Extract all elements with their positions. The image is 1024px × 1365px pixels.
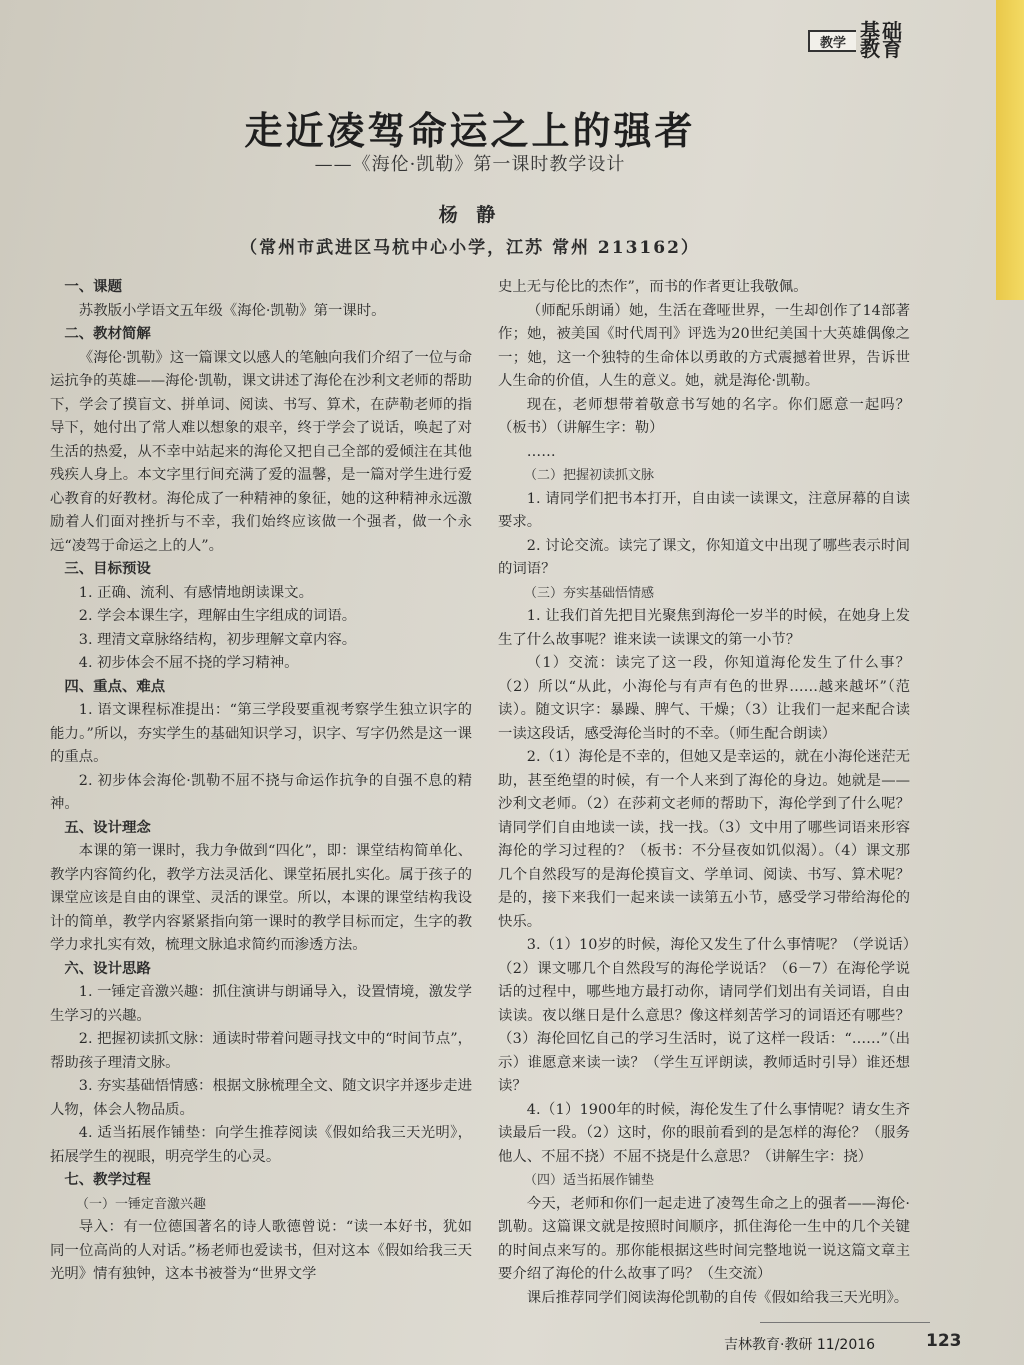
paragraph: 2.（1）海伦是不幸的，但她又是幸运的，就在小海伦迷茫无助，甚至绝望的时候，有一个人来到了海伦的身边。她就是——沙利文老师。（2）在莎莉文老师的帮助下，海伦学到了什么呢？请同学们自由地读一读，找一找。（3）文中用了哪些词语来形容海伦的学习过程的？（板书：不分昼夜如饥似渴）。（4）课文那几个自然段写的是海伦摸盲文、学单词、阅读、书写、算术呢？是的，接下来我们一起来读一读第五小节，感受学习带给海伦的快乐。 (498, 749, 910, 930)
section-label: 教学 (808, 30, 856, 52)
section-heading: 二、教材简解 (64, 326, 151, 342)
paragraph: 1. 请同学们把书本打开，自由读一读课文，注意屏幕的自读要求。 (498, 490, 910, 530)
section-heading: 四、重点、难点 (64, 678, 166, 695)
paragraph: 3.（1）10岁的时候，海伦又发生了什么事情呢？（学说话）（2）课文哪几个自然段写的海伦学说话？（6－7）在海伦学说话的过程中，哪些地方最打动你，请同学们划出有关词语，自由读读。夜以继日是什么意思？像这样刻苦学习的词语还有哪些？（3）海伦回忆自己的学习生活时，说了这样一段话：“……”（出示）谁愿意来读一读？（学生互评朗读，教师适时引导）谁还想读？ (498, 937, 910, 1094)
subsection-heading: （四）适当拓展作铺垫 (524, 1173, 655, 1188)
paragraph: 1. 语文课程标准提出：“第三学段要重视考察学生独立识字的能力。”所以，夯实学生的基础知识学习，识字、写字仍然是这一课的重点。 (50, 702, 472, 765)
paragraph: 苏教版小学语文五年级《海伦·凯勒》第一课时。 (78, 302, 386, 319)
right-column (498, 276, 910, 1310)
paragraph: 本课的第一课时，我力争做到“四化”，即：课堂结构简单化、教学内容简约化，教学方法灵活化、课堂拓展扎实化。属于孩子的课堂应该是自由的课堂、灵活的课堂。所以，本课的课堂结构我设计的简单，教学内容紧紧指向第一课时的教学目标而定，生字的教学力求扎实有效，梳理文脉追求简约而渗透方法。 (50, 843, 472, 953)
column-name-line2: 教育 (860, 37, 905, 61)
paragraph: 1. 一锤定音激兴趣：抓住演讲与朗诵导入，设置情境，激发学生学习的兴趣。 (50, 984, 472, 1024)
paragraph: …… (526, 443, 556, 460)
paragraph: 《海伦·凯勒》这一篇课文以感人的笔触向我们介绍了一位与命运抗争的英雄——海伦·凯勒，课文讲述了海伦在沙利文老师的帮助下，学会了摸盲文、拼单词、阅读、书写、算术，在萨勒老师的指导下，她付出了常人难以想象的艰辛，终于学会了说话，唤起了对生活的热爱，从不幸中站起来的海伦又把自己全部的爱倾注在其他残疾人身上。本文字里行间充满了爱的温馨，是一篇对学生进行爱心教育的好教材。海伦成了一种精神的象征，她的这种精神永远激励着人们面对挫折与不幸，我们始终应该做一个强者，做一个永远“凌驾于命运之上的人”。 (50, 349, 472, 554)
page-number: 123 (926, 1331, 962, 1351)
paragraph: （1）交流：读完了这一段，你知道海伦发生了什么事？（2）所以“从此，小海伦与有声有色的世界……越来越坏”（范读）。随文识字：暴躁、脾气、干燥；（3）让我们一起来配合读一读这段话，感受海伦当时的不幸。（师生配合朗读） (498, 655, 910, 742)
paragraph: 2. 学会本课生字，理解由生字组成的词语。 (78, 608, 357, 624)
subsection-heading: （二）把握初读抓文脉 (524, 468, 655, 483)
paragraph: 4. 适当拓展作铺垫：向学生推荐阅读《假如给我三天光明》，拓展学生的视眼，明亮学生的心灵。 (50, 1125, 472, 1165)
section-heading: 七、教学过程 (64, 1172, 151, 1188)
section-header (808, 19, 928, 61)
paragraph: 4.（1）1900年的时候，海伦发生了什么事情呢？请女生齐读最后一段。（2）这时，你的眼前看到的是怎样的海伦？（服务他人、不屈不挠）不屈不挠是什么意思？（讲解生字：挠） (498, 1101, 910, 1165)
page-edge-decoration (996, 0, 1024, 300)
column-name-line1: 基础 (860, 19, 905, 43)
subsection-heading: （三）夯实基础悟情感 (524, 585, 655, 601)
author-name: 杨 静 (438, 204, 502, 226)
paragraph: 2. 讨论交流。读完了课文，你知道文中出现了哪些表示时间的词语？ (498, 537, 910, 577)
paragraph: 4. 初步体会不屈不挠的学习精神。 (78, 655, 299, 671)
paragraph: 今天，老师和你们一起走进了凌驾生命之上的强者——海伦·凯勒。这篇课文就是按照时间顺序，抓住海伦一生中的几个关键的时间点来写的。那你能根据这些时间完整地说一说这篇文章主要介绍了海伦的什么故事了吗？（生交流） (498, 1195, 910, 1282)
paragraph: 导入：有一位德国著名的诗人歌德曾说：“读一本好书，犹如同一位高尚的人对话。”杨老师也爱读书，但对这本《假如给我三天光明》情有独钟，这本书被誉为“世界文学 (50, 1219, 472, 1282)
paragraph: 现在，老师想带着敬意书写她的名字。你们愿意一起吗？（板书）（讲解生字：勒） (498, 396, 910, 436)
journal-footer: 吉林教育·教研 11/2016 (724, 1337, 876, 1353)
paragraph: 2. 初步体会海伦·凯勒不屈不挠与命运作抗争的自强不息的精神。 (50, 772, 472, 812)
column-name (856, 19, 905, 61)
author-affiliation: （常州市武进区马杭中心小学，江苏 常州 213162） (240, 238, 700, 258)
section-heading: 六、设计思路 (64, 960, 151, 977)
footer-divider (760, 1322, 930, 1323)
paragraph: 1. 正确、流利、有感情地朗读课文。 (78, 584, 313, 601)
left-column (50, 276, 472, 1287)
paragraph: 课后推荐同学们阅读海伦凯勒的自传《假如给我三天光明》。 (526, 1289, 909, 1306)
paragraph: （师配乐朗诵）她，生活在聋哑世界，一生却创作了14部著作；她，被美国《时代周刊》评选为20世纪美国十大英雄偶像之一；她，这一个独特的生命体以勇敢的方式震撼着世界，告诉世人生命的价值，人生的意义。她，就是海伦·凯勒。 (498, 302, 910, 389)
section-heading: 五、设计理念 (64, 819, 151, 836)
paragraph: 3. 夯实基础悟情感：根据文脉梳理全文、随文识字并逐步走进人物，体会人物品质。 (50, 1078, 472, 1118)
paragraph: 3. 理清文章脉络结构，初步理解文章内容。 (78, 631, 357, 648)
section-heading: 三、目标预设 (64, 561, 151, 577)
article-subtitle: ——《海伦·凯勒》第一课时教学设计 (314, 154, 626, 175)
section-heading: 一、课题 (64, 279, 122, 295)
article-title: 走近凌驾命运之上的强者 (244, 109, 696, 153)
subsection-heading: （一）一锤定音激兴趣 (76, 1196, 207, 1212)
paragraph: 史上无与伦比的杰作”，而书的作者更让我敬佩。 (498, 279, 808, 295)
paragraph: 2. 把握初读抓文脉：通读时带着问题寻找文中的“时间节点”，帮助孩子理清文脉。 (50, 1031, 472, 1071)
paragraph: 1. 让我们首先把目光聚焦到海伦一岁半的时候，在她身上发生了什么故事呢？谁来读一读课文的第一小节？ (498, 608, 910, 648)
